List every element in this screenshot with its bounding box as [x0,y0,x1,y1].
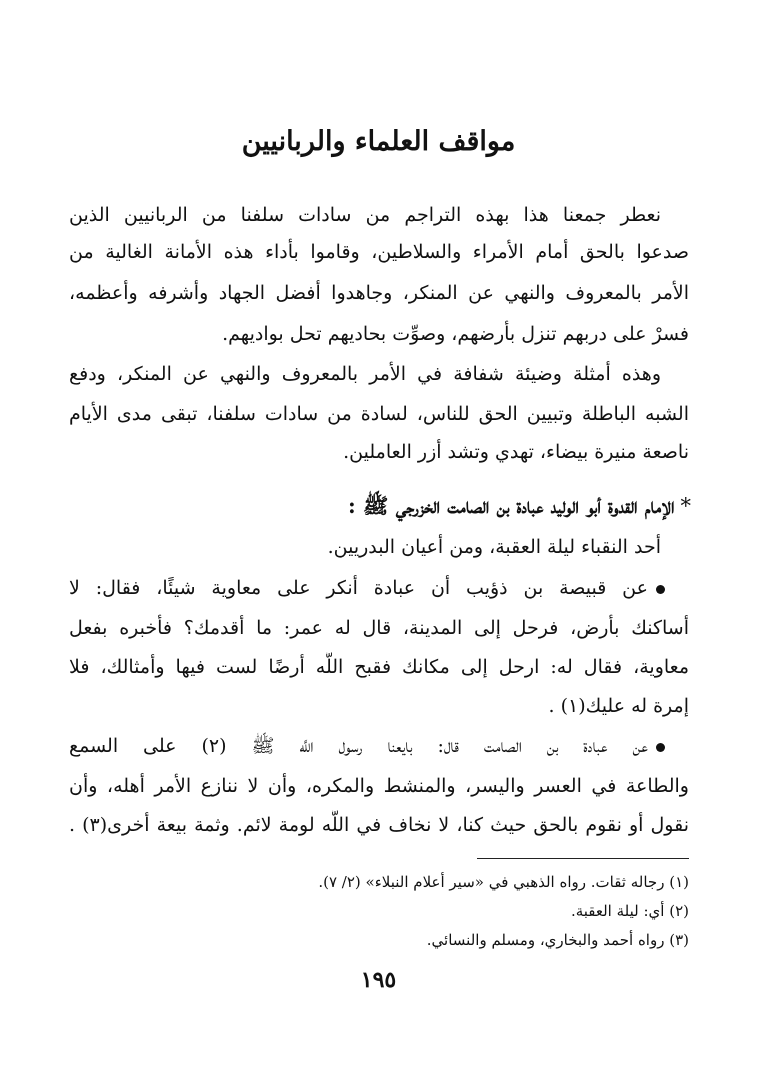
item1-line-4: إمرة له عليك(١) . [548,695,689,717]
intro-p1-line-3: الأمر بالمعروف والنهي عن المنكر، وجاهدوا أفضل الجهاد وأشرفه وأعظمه، [69,282,689,304]
item1-line-1 [69,573,665,603]
section-heading [348,490,691,522]
item1-line-3: معاوية، فقال له: ارحل إلى مكانك فقبح اللَّه أرضًا لست فيها وأمثالك، فلا [69,656,689,678]
star-marker: * [680,494,691,518]
intro-p2-line-1: وهذه أمثلة وضيئة شفافة في الأمر بالمعروف والنهي عن المنكر، ودفع [69,363,661,385]
intro-p1-line-1: نعطر جمعنا هذا بهذه التراجم من سادات سلفنا من الربانيين الذين [69,204,661,226]
page-title: مواقف العلماء والربانيين [241,126,516,157]
bullet-icon [656,743,665,752]
bullet-icon [656,585,665,594]
page-number: ١٩٥ [360,967,397,993]
item2-line-1-text: عن عبادة بن الصامت قال: بايعنا رسول اللَّه ﷺ (٢) على السمع [69,735,648,757]
item2-line-1 [69,731,665,761]
intro-p2-line-2: الشبه الباطلة وتبيين الحق للناس، لسادة من سادات سلفنا، تبقى مدى الأيام [69,403,689,425]
intro-p1-line-4: فسرْ على دربهم تنزل بأرضهم، وصوِّت بحاديهم تحل بواديهم. [222,323,689,345]
footnote-2: (٢) أي: ليلة العقبة. [570,902,689,920]
item2-line-3: نقول أو نقوم بالحق حيث كنا، لا نخاف في اللَّه لومة لائم. وثمة بيعة أخرى(٣) . [69,814,689,836]
section-heading-text: الإمام القدوة أبو الوليد عبادة بن الصامت الخزرجي ﷺ : [347,493,675,518]
item2-line-2: والطاعة في العسر واليسر، والمنشط والمكره، وأن لا ننازع الأمر أهله، وأن [69,775,689,797]
footnote-divider [477,858,689,859]
intro-p2-line-3: ناصعة منيرة بيضاء، تهدي وتشد أزر العاملين. [343,441,689,463]
item1-line-1-text: عن قبيصة بن ذؤيب أن عبادة أنكر على معاوية شيئًا، فقال: لا [69,577,648,599]
item1-line-2: أساكنك بأرض، فرحل إلى المدينة، قال له عمر: ما أقدمك؟ فأخبره بفعل [69,617,689,639]
footnote-3: (٣) رواه أحمد والبخاري، ومسلم والنسائي. [426,931,689,949]
intro-p1-line-2: صدعوا بالحق أمام الأمراء والسلاطين، وقاموا بأداء هذه الأمانة الغالية من [69,241,689,263]
section-subtitle: أحد النقباء ليلة العقبة، ومن أعيان البدريين. [327,536,661,558]
footnote-1: (١) رجاله ثقات. رواه الذهبي في «سير أعلام النبلاء» (٢/ ٧). [318,873,689,891]
